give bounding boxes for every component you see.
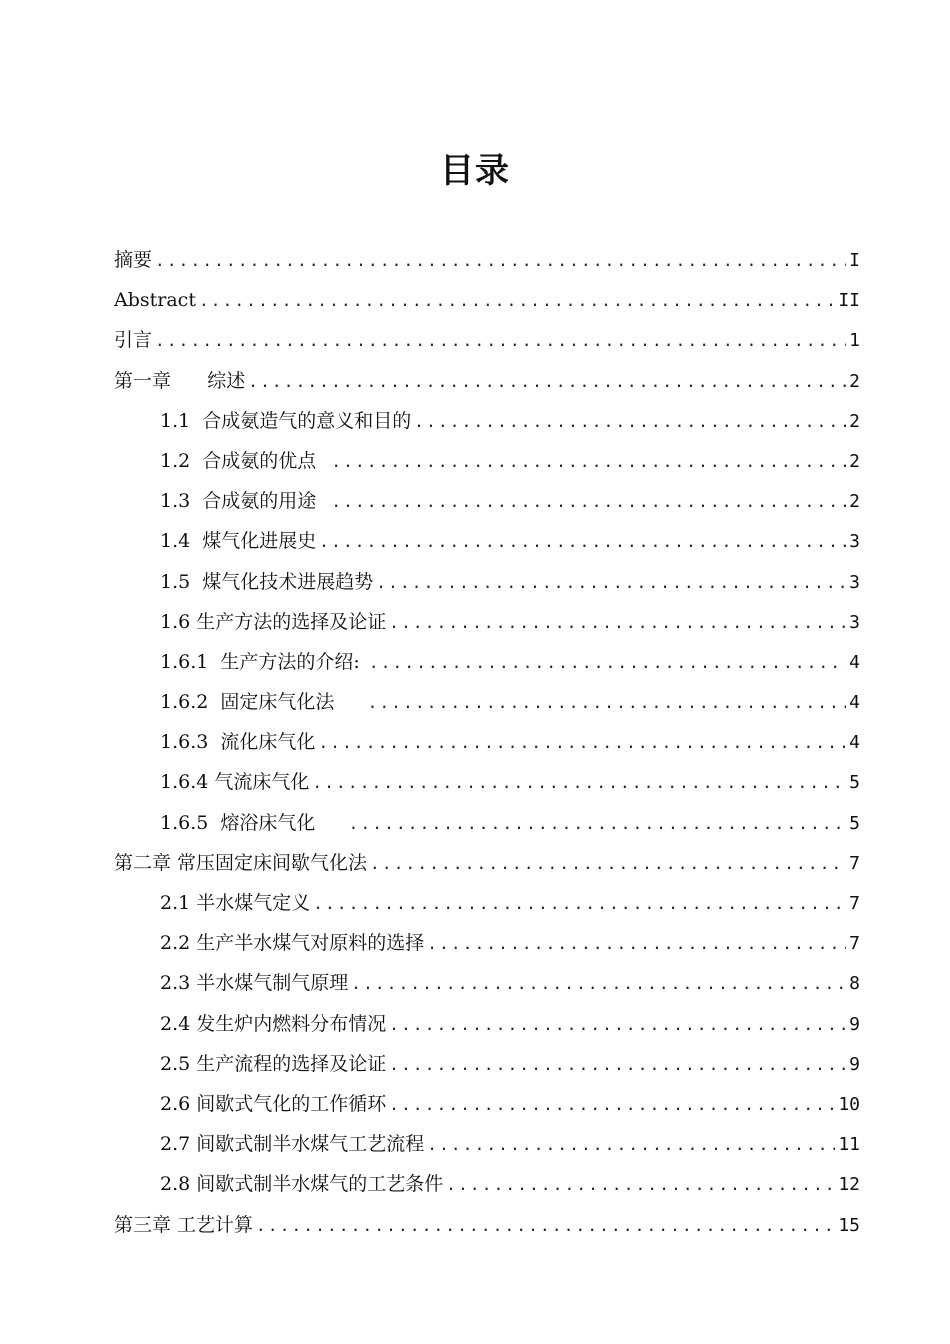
- toc-entry-label: 2.8 间歇式制半水煤气的工艺条件: [160, 1173, 444, 1196]
- toc-entry-label: 1.6.2 固定床气化法: [160, 691, 365, 714]
- toc-entry-page-number: 4: [849, 732, 860, 754]
- toc-entry-page-number: 12: [838, 1174, 860, 1196]
- toc-entry[interactable]: [114, 361, 860, 401]
- toc-entry[interactable]: [114, 642, 860, 682]
- toc-dot-leader: [389, 1045, 846, 1085]
- toc-entry-label: 第二章 常压固定床间歇气化法: [114, 851, 368, 874]
- page-title: 目录: [440, 151, 510, 191]
- toc-dot-leader: [349, 804, 847, 844]
- toc-dot-leader: [389, 603, 846, 643]
- toc-entry-label: 1.6.5 熔浴床气化: [160, 811, 346, 834]
- toc-entry-label: 1.2 合成氨的优点: [160, 449, 329, 472]
- toc-entry-label: 2.7 间歇式制半水煤气工艺流程: [160, 1133, 425, 1156]
- toc-entry[interactable]: [114, 1124, 860, 1164]
- toc-entry-label: 1.6 生产方法的选择及论证: [160, 610, 387, 633]
- toc-entry-label: 2.2 生产半水煤气对原料的选择: [160, 932, 425, 955]
- toc-entry-label: Abstract: [114, 289, 196, 312]
- toc-entry-page-number: 3: [849, 611, 860, 633]
- toc-dot-leader: [369, 643, 846, 683]
- toc-dot-leader: [376, 563, 846, 603]
- toc-entry[interactable]: [114, 1004, 860, 1044]
- toc-entry-page-number: 5: [849, 812, 860, 834]
- toc-entry-page-number: 10: [838, 1093, 860, 1115]
- toc-entry-page-number: 11: [838, 1134, 860, 1156]
- toc-entry[interactable]: [114, 963, 860, 1003]
- toc-entry-page-number: 4: [849, 651, 860, 673]
- toc-entry-page-number: 2: [849, 410, 860, 432]
- toc-entry[interactable]: [114, 481, 860, 521]
- toc-entry-page-number: 2: [849, 450, 860, 472]
- toc-dot-leader: [313, 884, 846, 924]
- toc-dot-leader: [248, 362, 846, 402]
- toc-entry-label: 引言: [114, 329, 153, 352]
- toc-entry[interactable]: [114, 803, 860, 843]
- toc-entry-label: 2.3 半水煤气制气原理: [160, 972, 349, 995]
- toc-entry-page-number: 9: [849, 1053, 860, 1075]
- toc-entry-page-number: 15: [838, 1214, 860, 1236]
- toc-entry[interactable]: [114, 602, 860, 642]
- toc-entry[interactable]: [114, 521, 860, 561]
- toc-entry[interactable]: [114, 320, 860, 360]
- toc-dot-leader: [155, 241, 846, 281]
- toc-entry[interactable]: [114, 762, 860, 802]
- toc-entry-page-number: 3: [849, 571, 860, 593]
- toc-entry-label: 1.5 煤气化技术进展趋势: [160, 570, 374, 593]
- toc-entry-page-number: 7: [849, 933, 860, 955]
- toc-entry[interactable]: [114, 1164, 860, 1204]
- toc-dot-leader: [370, 844, 846, 884]
- toc-entry-label: 1.6.3 流化床气化: [160, 731, 316, 754]
- toc-entry-page-number: 4: [849, 692, 860, 714]
- toc-entry[interactable]: [114, 1205, 860, 1245]
- toc-entry-label: 2.4 发生炉内燃料分布情况: [160, 1012, 387, 1035]
- toc-dot-leader: [331, 482, 846, 522]
- toc-entry[interactable]: [114, 1084, 860, 1124]
- toc-entry-page-number: 2: [849, 370, 860, 392]
- toc-entry-label: 1.6.4 气流床气化: [160, 771, 310, 794]
- toc-entry[interactable]: [114, 1044, 860, 1084]
- toc-entry-label: 2.6 间歇式气化的工作循环: [160, 1092, 387, 1115]
- toc-dot-leader: [319, 522, 846, 562]
- toc-dot-leader: [351, 964, 846, 1004]
- toc-dot-leader: [389, 1005, 846, 1045]
- toc-entry-label: 1.3 合成氨的用途: [160, 490, 329, 513]
- toc-entry[interactable]: [114, 441, 860, 481]
- toc-entry[interactable]: [114, 401, 860, 441]
- toc-entry-page-number: II: [838, 290, 860, 312]
- toc-dot-leader: [414, 402, 846, 442]
- toc-entry-page-number: 9: [849, 1013, 860, 1035]
- toc-entry-label: 摘要: [114, 249, 153, 271]
- toc-dot-leader: [427, 1125, 835, 1165]
- toc-entry[interactable]: [114, 883, 860, 923]
- toc-entry[interactable]: [114, 240, 860, 280]
- toc-entry-page-number: 1: [849, 330, 860, 352]
- toc-entry-page-number: I: [849, 250, 860, 271]
- table-of-contents: [114, 240, 860, 1245]
- toc-entry[interactable]: [114, 280, 860, 320]
- toc-entry-page-number: 5: [849, 772, 860, 794]
- toc-dot-leader: [368, 683, 847, 723]
- toc-dot-leader: [331, 442, 846, 482]
- toc-entry-page-number: 7: [849, 852, 860, 874]
- toc-dot-leader: [389, 1085, 835, 1125]
- toc-entry-page-number: 2: [849, 491, 860, 513]
- toc-entry-page-number: 3: [849, 531, 860, 553]
- toc-entry[interactable]: [114, 843, 860, 883]
- toc-entry-label: 2.1 半水煤气定义: [160, 892, 311, 914]
- toc-dot-leader: [256, 1206, 835, 1246]
- toc-entry[interactable]: [114, 682, 860, 722]
- toc-entry[interactable]: [114, 923, 860, 963]
- toc-entry[interactable]: [114, 562, 860, 602]
- toc-entry-page-number: 7: [849, 893, 860, 914]
- toc-entry[interactable]: [114, 722, 860, 762]
- toc-entry-label: 2.5 生产流程的选择及论证: [160, 1052, 387, 1075]
- toc-entry-page-number: 8: [849, 973, 860, 995]
- toc-entry-label: 第三章 工艺计算: [114, 1213, 254, 1236]
- toc-dot-leader: [318, 723, 846, 763]
- toc-entry-label: 1.6.1 生产方法的介绍:: [160, 650, 366, 673]
- toc-dot-leader: [427, 924, 846, 964]
- toc-dot-leader: [199, 281, 835, 321]
- toc-dot-leader: [312, 763, 846, 803]
- toc-dot-leader: [446, 1165, 835, 1205]
- toc-entry-label: 1.1 合成氨造气的意义和目的: [160, 409, 412, 432]
- toc-entry-label: 1.4 煤气化进展史: [160, 530, 317, 553]
- toc-entry-label: 第一章 综述: [114, 369, 246, 392]
- toc-dot-leader: [155, 321, 846, 361]
